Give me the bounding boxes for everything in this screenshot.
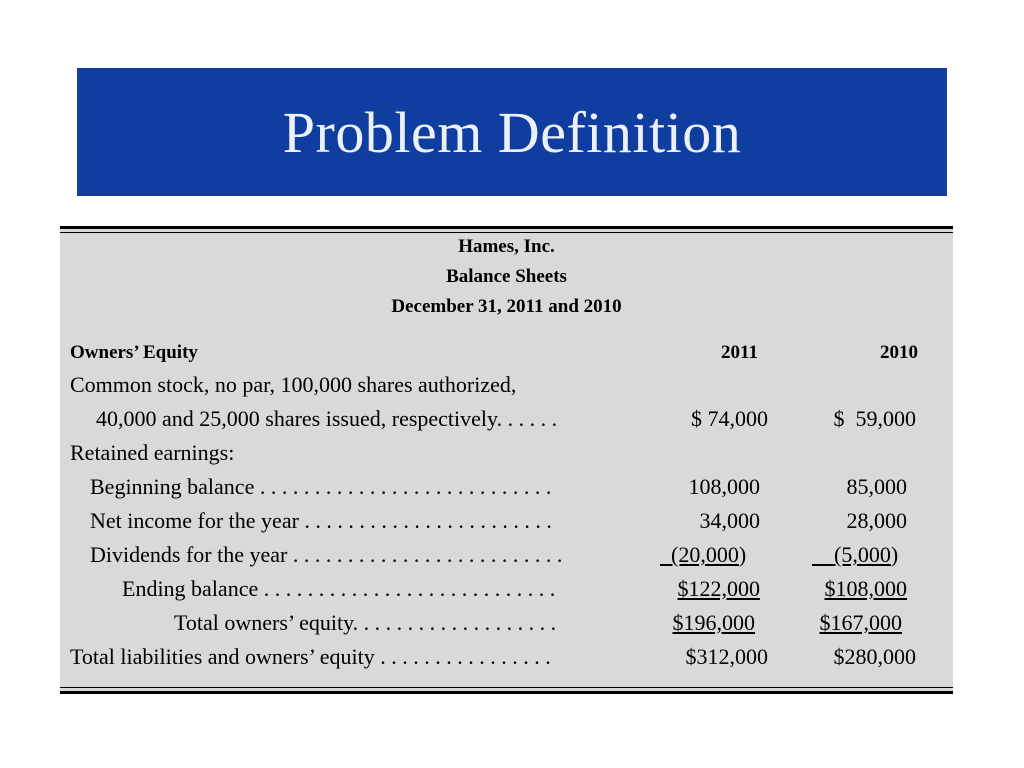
balance-sheet-table	[60, 226, 953, 694]
dividends-2011-paren: )	[738, 542, 747, 567]
total-equity-2011: $196,000	[672, 610, 755, 635]
ending-balance-label: Ending balance . . . . . . . . . . . . . . . . . . . . . . . . . . .	[122, 576, 556, 601]
dividends-label: Dividends for the year . . . . . . . . . . . . . . . . . . . . . . . . .	[90, 542, 563, 567]
top-rule-thin	[60, 232, 953, 233]
report-date: December 31, 2011 and 2010	[391, 296, 622, 317]
beginning-balance-label: Beginning balance . . . . . . . . . . . . . . . . . . . . . . . . . . .	[90, 474, 552, 499]
dividends-2010-paren: )	[890, 542, 899, 567]
common-stock-label-1: Common stock, no par, 100,000 shares authorized,	[70, 372, 517, 397]
net-income-2011: 34,000	[699, 508, 760, 533]
dividends-2010	[812, 542, 898, 568]
dividends-2010-value: (5,000	[834, 542, 891, 567]
report-title: Balance Sheets	[446, 266, 567, 287]
col-header-2011: 2011	[721, 342, 758, 363]
bottom-rule-thick	[60, 691, 953, 694]
net-income-2010: 28,000	[846, 508, 907, 533]
bottom-rule-thin	[60, 687, 953, 688]
common-stock-2011: $ 74,000	[691, 406, 768, 431]
slide-title: Problem Definition	[282, 99, 742, 165]
ending-balance-2010: $108,000	[824, 576, 907, 601]
section-label: Owners’ Equity	[70, 342, 198, 363]
common-stock-label-2: 40,000 and 25,000 shares issued, respectively. . . . . .	[96, 406, 558, 431]
dividends-2011-value: (20,000	[671, 542, 739, 567]
total-equity-2010: $167,000	[819, 610, 902, 635]
total-liabilities-label: Total liabilities and owners’ equity . . . . . . . . . . . . . . . .	[70, 644, 551, 669]
total-liabilities-2010: $280,000	[833, 644, 916, 669]
title-banner	[77, 68, 947, 196]
company-name: Hames, Inc.	[458, 236, 555, 257]
beginning-balance-2010: 85,000	[846, 474, 907, 499]
col-header-2010: 2010	[880, 342, 918, 363]
common-stock-2010: $ 59,000	[833, 406, 916, 431]
total-liabilities-2011: $312,000	[685, 644, 768, 669]
retained-earnings-label: Retained earnings:	[70, 440, 235, 465]
total-equity-label: Total owners’ equity. . . . . . . . . . . . . . . . . . .	[174, 610, 557, 635]
top-rule-thick	[60, 226, 953, 229]
net-income-label: Net income for the year . . . . . . . . . . . . . . . . . . . . . . .	[90, 508, 552, 533]
beginning-balance-2011: 108,000	[688, 474, 760, 499]
ending-balance-2011: $122,000	[677, 576, 760, 601]
dividends-2011	[660, 542, 746, 568]
